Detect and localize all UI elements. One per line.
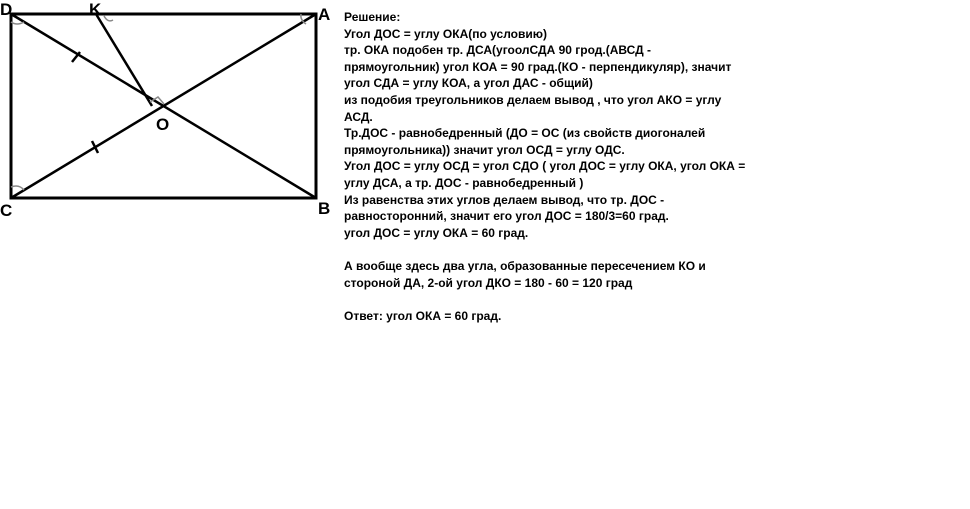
answer-line: Ответ: угол ОКА = 60 град. xyxy=(344,308,502,323)
vertex-label-a: A xyxy=(318,5,331,24)
solution-line: АСД. xyxy=(344,109,373,124)
vertex-label-b: B xyxy=(318,199,331,218)
vertex-label-k: K xyxy=(89,0,102,19)
vertex-label-o: O xyxy=(156,115,170,134)
solution-line: А вообще здесь два угла, образованные пересечением КО и xyxy=(344,258,706,273)
solution-line: Угол ДОС = углу ОСД = угол СДО ( угол ДОС = углу ОКА, угол ОКА = xyxy=(344,159,746,174)
solution-line xyxy=(344,291,964,308)
segment-ko xyxy=(96,14,152,106)
solution-line: из подобия треугольников делаем вывод , что угол АКО = углу xyxy=(344,92,722,107)
solution-line: прямоугольника)) значит угол ОСД = углу ОДС. xyxy=(344,142,625,157)
rectangle-diagram xyxy=(0,0,340,230)
solution-line: стороной ДА, 2-ой угол ДКО = 180 - 60 = 120 град xyxy=(344,275,633,290)
solution-line: угол ДОС = углу ОКА = 60 град. xyxy=(344,225,529,240)
angle-mark-c xyxy=(11,186,24,190)
solution-line: угол СДА = углу КОА, а угол ДАС - общий) xyxy=(344,76,593,91)
solution-text xyxy=(344,9,964,324)
solution-line: Тр.ДОС - равнобедренный (ДО = ОС (из свойств диогоналей xyxy=(344,126,706,141)
solution-line: Угол ДОС = углу ОКА(по условию) xyxy=(344,26,547,41)
solution-line xyxy=(344,241,964,258)
angle-mark-k xyxy=(104,16,113,21)
solution-line: Решение: xyxy=(344,10,401,24)
angle-mark-d xyxy=(11,22,24,24)
vertex-label-c: C xyxy=(0,201,13,220)
solution-line: прямоугольник) угол КОА = 90 град.(КО - перпендикуляр), значит xyxy=(344,59,732,74)
solution-line: Из равенства этих углов делаем вывод, что тр. ДОС - xyxy=(344,192,665,207)
solution-line: равносторонний, значит его угол ДОС = 180/3=60 град. xyxy=(344,209,669,224)
solution-line: тр. ОКА подобен тр. ДСА(угоолСДА 90 грод.(АВСД - xyxy=(344,43,651,58)
vertex-label-d: D xyxy=(0,0,13,19)
solution-line: углу ДСА, а тр. ДОС - равнобедренный ) xyxy=(344,175,584,190)
